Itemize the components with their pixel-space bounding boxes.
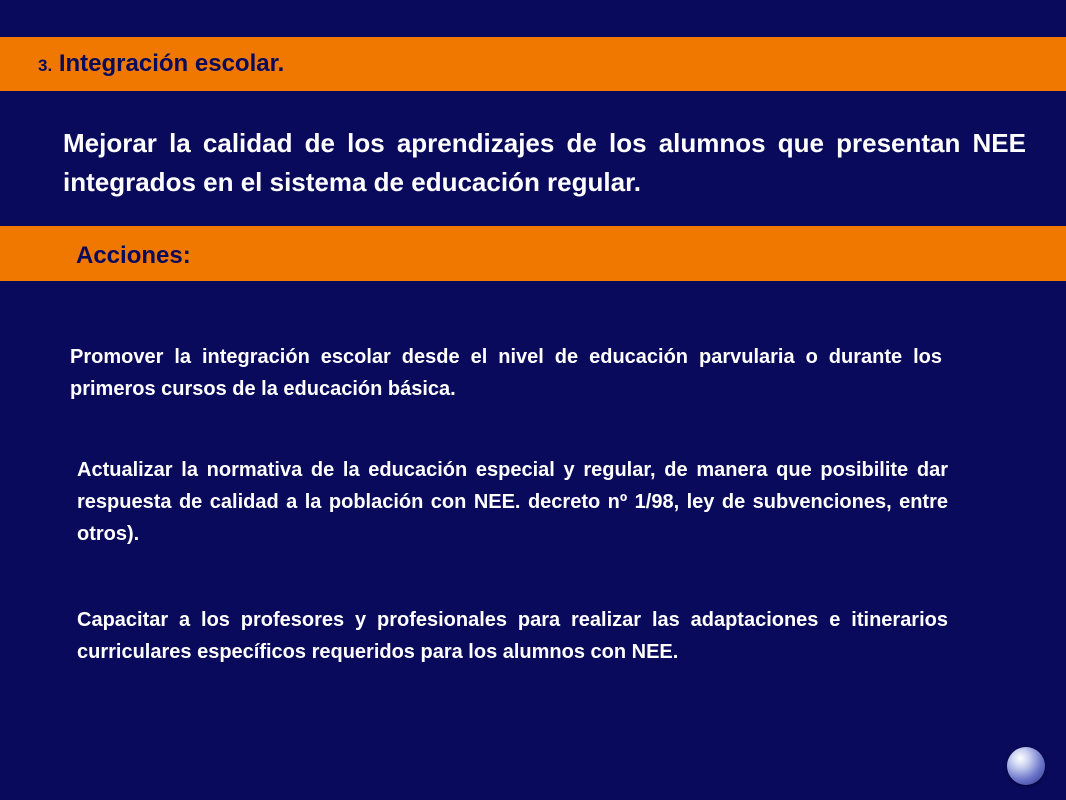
objective-text: Mejorar la calidad de los aprendizajes de los alumnos que presentan NEE integrados en el sistema de educación regular. [63, 128, 1026, 197]
section-number: 3. [38, 56, 53, 75]
nav-orb-icon[interactable] [1007, 747, 1045, 785]
action-item: Capacitar a los profesores y profesionales para realizar las adaptaciones e itinerarios curriculares específicos requeridos para los alumnos con NEE. [77, 609, 948, 663]
acciones-label: Acciones: [76, 242, 191, 269]
action-item: Actualizar la normativa de la educación especial y regular, de manera que posibilite dar respuesta de calidad a la población con NEE. decreto nº 1/98, ley de subvenciones, entre otros). [77, 459, 948, 545]
section-title [38, 50, 284, 78]
action-item: Promover la integración escolar desde el nivel de educación parvularia o durante los primeros cursos de la educación básica. [70, 346, 942, 400]
section-title-text: Integración escolar. [52, 50, 285, 77]
